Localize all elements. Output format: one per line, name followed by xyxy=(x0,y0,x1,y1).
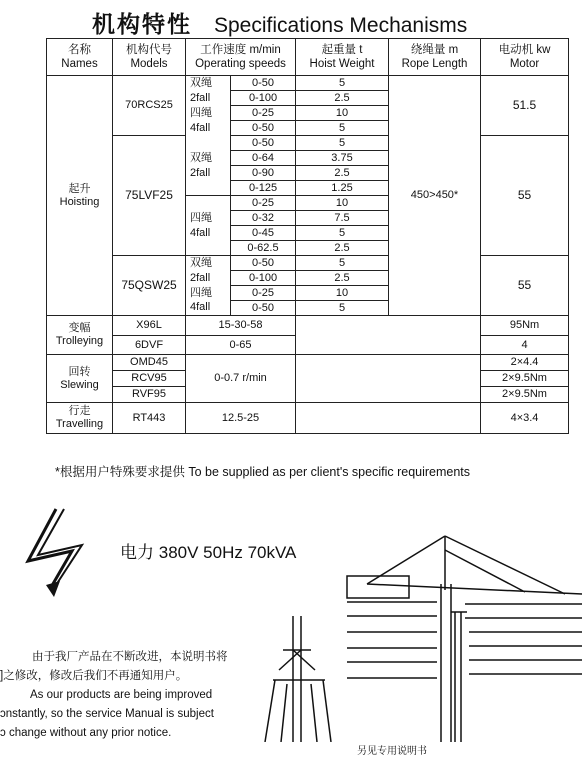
power-label-cn: 电力 xyxy=(120,543,154,563)
header-names: 名称 Names xyxy=(47,39,113,76)
model-cell: 6DVF xyxy=(113,336,186,355)
speed-cell: 0-45 xyxy=(231,226,296,241)
header-motor: 电动机 kw Motor xyxy=(481,39,569,76)
header-speeds: 工作速度 m/min Operating speeds xyxy=(186,39,296,76)
weight-cell: 7.5 xyxy=(296,211,389,226)
fall-label: 4fall xyxy=(190,301,211,314)
table-row xyxy=(47,403,569,434)
weight-cell: 10 xyxy=(296,286,389,301)
weight-cell: 5 xyxy=(296,256,389,271)
notice-en-line: ɔ change without any prior notice. xyxy=(0,727,172,739)
speed-cell: 0-100 xyxy=(231,91,296,106)
header-rope: 绕绳量 m Rope Length xyxy=(389,39,481,76)
speed-cell: 0-62.5 xyxy=(231,241,296,256)
fall-label: 4fall xyxy=(190,121,211,134)
weight-cell: 5 xyxy=(296,301,389,316)
speed-cell: 0-25 xyxy=(231,286,296,301)
page-title xyxy=(92,6,572,36)
fall-label: 双绳 xyxy=(186,256,231,271)
model-cell: 75LVF25 xyxy=(113,136,186,256)
table-row xyxy=(47,355,569,371)
header-models: 机构代号 Models xyxy=(113,39,186,76)
rope-length-cell: 450>450* xyxy=(389,76,481,316)
speed-cell: 0-50 xyxy=(231,301,296,316)
weight-cell: 5 xyxy=(296,76,389,91)
motor-cell: 4×3.4 xyxy=(481,403,569,434)
power-value: 380V 50Hz 70kVA xyxy=(158,543,297,562)
model-cell: 75QSW25 xyxy=(113,256,186,316)
speed-cell: 0-90 xyxy=(231,166,296,181)
title-cn: 机构特性 xyxy=(92,12,192,38)
tower-crane-illustration xyxy=(255,520,582,742)
footnote: *根据用户特殊要求提供 To be supplied as per client's specific requirements xyxy=(55,465,471,479)
fall-label: 四绳 xyxy=(190,106,212,119)
model-cell: RVF95 xyxy=(113,387,186,403)
weight-cell: 1.25 xyxy=(296,181,389,196)
fall-label: 2fall xyxy=(190,91,211,104)
fall-label: 2fall xyxy=(190,166,211,179)
speed-cell: 0-25 xyxy=(231,106,296,121)
speed-cell: 0-50 xyxy=(231,76,296,91)
title-en: Specifications Mechanisms xyxy=(214,14,468,37)
lightning-bolt-icon xyxy=(20,505,100,600)
model-cell: OMD45 xyxy=(113,355,186,371)
speed-cell: 0-64 xyxy=(231,151,296,166)
motor-cell: 55 xyxy=(481,256,569,316)
table-row xyxy=(47,136,569,151)
crane-caption: 另见专用说明书 xyxy=(357,746,427,757)
notice-cn-line: 由于我厂产品在不断改进，本说明书将 xyxy=(32,651,228,663)
notice-en-line: ɔnstantly, so the service Manual is subject xyxy=(0,708,214,720)
hoisting-label: 起升 Hoisting xyxy=(47,76,113,316)
speed-cell: 0-100 xyxy=(231,271,296,286)
weight-cell: 2.5 xyxy=(296,166,389,181)
motor-cell: 4 xyxy=(481,336,569,355)
weight-cell: 3.75 xyxy=(296,151,389,166)
fall-label: 4fall xyxy=(190,226,211,239)
trolleying-label: 变幅 Trolleying xyxy=(47,316,113,355)
model-cell: X96L xyxy=(113,316,186,336)
motor-cell: 95Nm xyxy=(481,316,569,336)
weight-cell: 5 xyxy=(296,121,389,136)
speed-cell: 0-125 xyxy=(231,181,296,196)
table-row xyxy=(47,316,569,336)
speed-cell: 0-25 xyxy=(231,196,296,211)
table-row xyxy=(47,256,569,271)
travelling-label: 行走 Travelling xyxy=(47,403,113,434)
speed-cell: 15-30-58 xyxy=(186,316,296,336)
model-cell: RCV95 xyxy=(113,371,186,387)
notice-cn-line: ]之修改，修改后我们不再通知用户。 xyxy=(0,670,188,682)
motor-cell: 55 xyxy=(481,136,569,256)
notice-en-line: As our products are being improved xyxy=(30,689,213,701)
motor-cell: 2×9.5Nm xyxy=(481,387,569,403)
speed-cell: 0-50 xyxy=(231,256,296,271)
table-header-row xyxy=(47,39,569,76)
model-cell: RT443 xyxy=(113,403,186,434)
fall-label: 四绳 xyxy=(190,286,212,299)
speed-cell: 0-32 xyxy=(231,211,296,226)
fall-label: 2fall xyxy=(190,271,211,284)
motor-cell: 51.5 xyxy=(481,76,569,136)
motor-cell: 2×4.4 xyxy=(481,355,569,371)
weight-cell: 5 xyxy=(296,226,389,241)
weight-cell: 2.5 xyxy=(296,271,389,286)
speed-cell: 12.5-25 xyxy=(186,403,296,434)
revision-notice xyxy=(0,648,272,743)
fall-label: 四绳 xyxy=(190,211,212,224)
fall-label: 双绳 xyxy=(190,76,212,89)
fall-label: 双绳 xyxy=(190,151,212,164)
weight-cell: 10 xyxy=(296,196,389,211)
speed-cell: 0-0.7 r/min xyxy=(186,355,296,403)
weight-cell: 10 xyxy=(296,106,389,121)
weight-cell: 2.5 xyxy=(296,91,389,106)
header-weight: 起重量 t Hoist Weight xyxy=(296,39,389,76)
table-row xyxy=(47,76,569,91)
speed-cell: 0-65 xyxy=(186,336,296,355)
slewing-label: 回转 Slewing xyxy=(47,355,113,403)
speed-cell: 0-50 xyxy=(231,136,296,151)
model-cell: 70RCS25 xyxy=(113,76,186,136)
motor-cell: 2×9.5Nm xyxy=(481,371,569,387)
specifications-table xyxy=(46,38,569,434)
speed-cell: 0-50 xyxy=(231,121,296,136)
weight-cell: 5 xyxy=(296,136,389,151)
weight-cell: 2.5 xyxy=(296,241,389,256)
